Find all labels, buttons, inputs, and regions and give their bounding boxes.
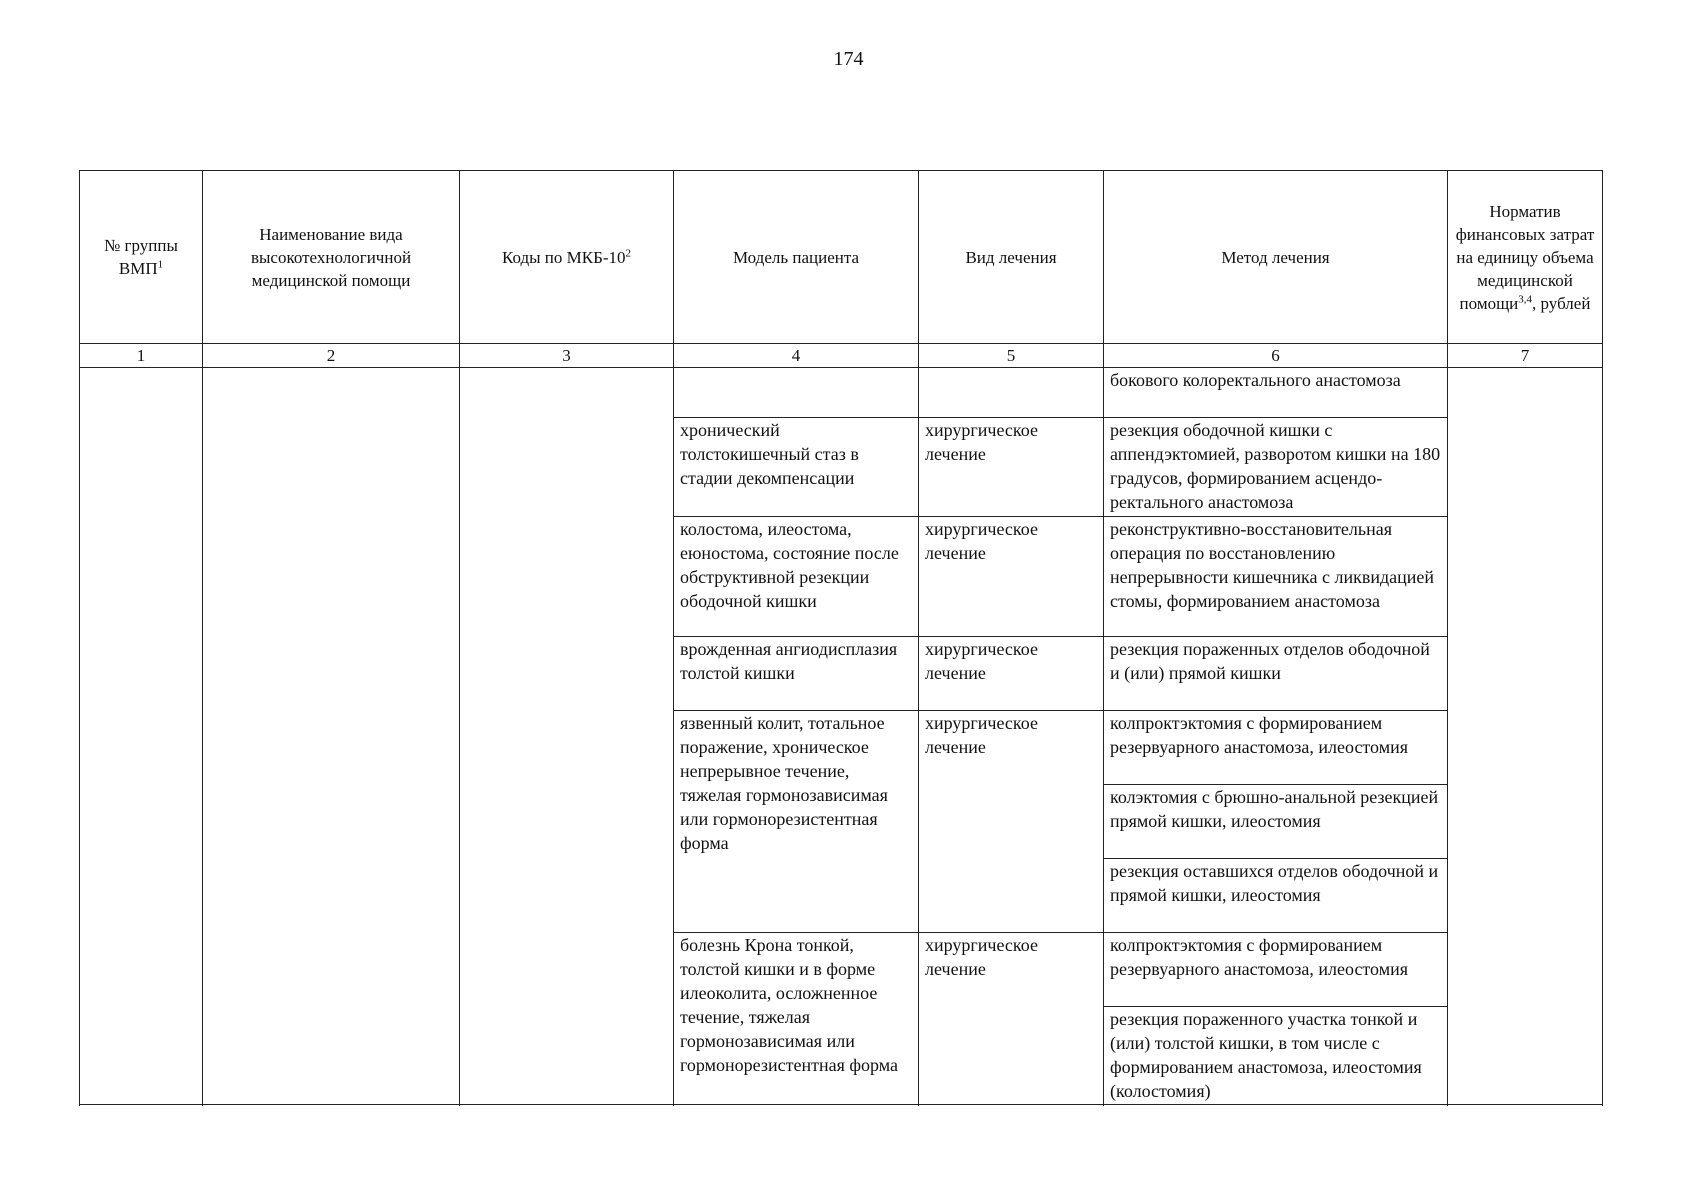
- treatment-method-cell: резекция ободочной кишки с аппендэктомией, разворотом кишки на 180 градусов, формированием асцендо-ректального анастомоза: [1104, 418, 1448, 517]
- header-patient-model: Модель пациента: [674, 171, 919, 344]
- header-group-number: № группы ВМП$^1$: [80, 171, 203, 344]
- header-care-type: Наименование вида высокотехнологичной медицинской помощи: [203, 171, 460, 344]
- header-row: [80, 171, 1603, 344]
- patient-model-cell: язвенный колит, тотальное поражение, хроническое непрерывное течение, тяжелая гормонозависимая или гормонорезистентная форма: [674, 711, 919, 933]
- cost-standard-cell: [1448, 368, 1603, 1105]
- treatment-type-cell: хирургическое лечение: [919, 933, 1104, 1105]
- header-icd-codes: Коды по МКБ-$10^2$: [460, 171, 674, 344]
- group-number-cell: [80, 368, 203, 1105]
- column-number: 2: [203, 344, 460, 368]
- column-number: 1: [80, 344, 203, 368]
- treatment-method-cell: резекция пораженных отделов ободочной и (или) прямой кишки: [1104, 637, 1448, 711]
- treatment-type-cell: [919, 368, 1104, 418]
- column-number: 5: [919, 344, 1104, 368]
- header-cost-standard: Норматив финансовых затрат на единицу объема медицинской помощи$^{3,4}$, рублей: [1448, 171, 1603, 344]
- treatment-type-cell: хирургическое лечение: [919, 517, 1104, 637]
- column-number: 4: [674, 344, 919, 368]
- header-treatment-method: Метод лечения: [1104, 171, 1448, 344]
- column-numbers-row: [80, 344, 1603, 368]
- treatment-method-cell: резекция пораженного участка тонкой и (или) толстой кишки, в том числе с формированием анастомоза, илеостомия (колостомия): [1104, 1007, 1448, 1105]
- vmp-table: [79, 170, 1603, 1105]
- column-number: 3: [460, 344, 674, 368]
- patient-model-cell: врожденная ангиодисплазия толстой кишки: [674, 637, 919, 711]
- patient-model-cell: хронический толстокишечный стаз в стадии декомпенсации: [674, 418, 919, 517]
- patient-model-cell: болезнь Крона тонкой, толстой кишки и в форме илеоколита, осложненное течение, тяжелая гормонозависимая или гормонорезистентная форма: [674, 933, 919, 1105]
- header-treatment-type: Вид лечения: [919, 171, 1104, 344]
- icd-codes-cell: [460, 368, 674, 1105]
- treatment-method-cell: колэктомия с брюшно-анальной резекцией прямой кишки, илеостомия: [1104, 785, 1448, 859]
- treatment-type-cell: хирургическое лечение: [919, 637, 1104, 711]
- treatment-type-cell: хирургическое лечение: [919, 418, 1104, 517]
- patient-model-cell: [674, 368, 919, 418]
- treatment-method-cell: реконструктивно-восстановительная операция по восстановлению непрерывности кишечника с ликвидацией стомы, формированием анастомоза: [1104, 517, 1448, 637]
- page-number: 174: [833, 48, 864, 70]
- treatment-method-cell: резекция оставшихся отделов ободочной и прямой кишки, илеостомия: [1104, 859, 1448, 933]
- treatment-type-cell: хирургическое лечение: [919, 711, 1104, 933]
- patient-model-cell: колостома, илеостома, еюностома, состояние после обструктивной резекции ободочной кишки: [674, 517, 919, 637]
- column-number: 6: [1104, 344, 1448, 368]
- treatment-method-cell: колпроктэктомия с формированием резервуарного анастомоза, илеостомия: [1104, 711, 1448, 785]
- care-type-cell: [203, 368, 460, 1105]
- table-row: [80, 368, 1603, 418]
- column-number: 7: [1448, 344, 1603, 368]
- treatment-method-cell: бокового колоректального анастомоза: [1104, 368, 1448, 418]
- treatment-method-cell: колпроктэктомия с формированием резервуарного анастомоза, илеостомия: [1104, 933, 1448, 1007]
